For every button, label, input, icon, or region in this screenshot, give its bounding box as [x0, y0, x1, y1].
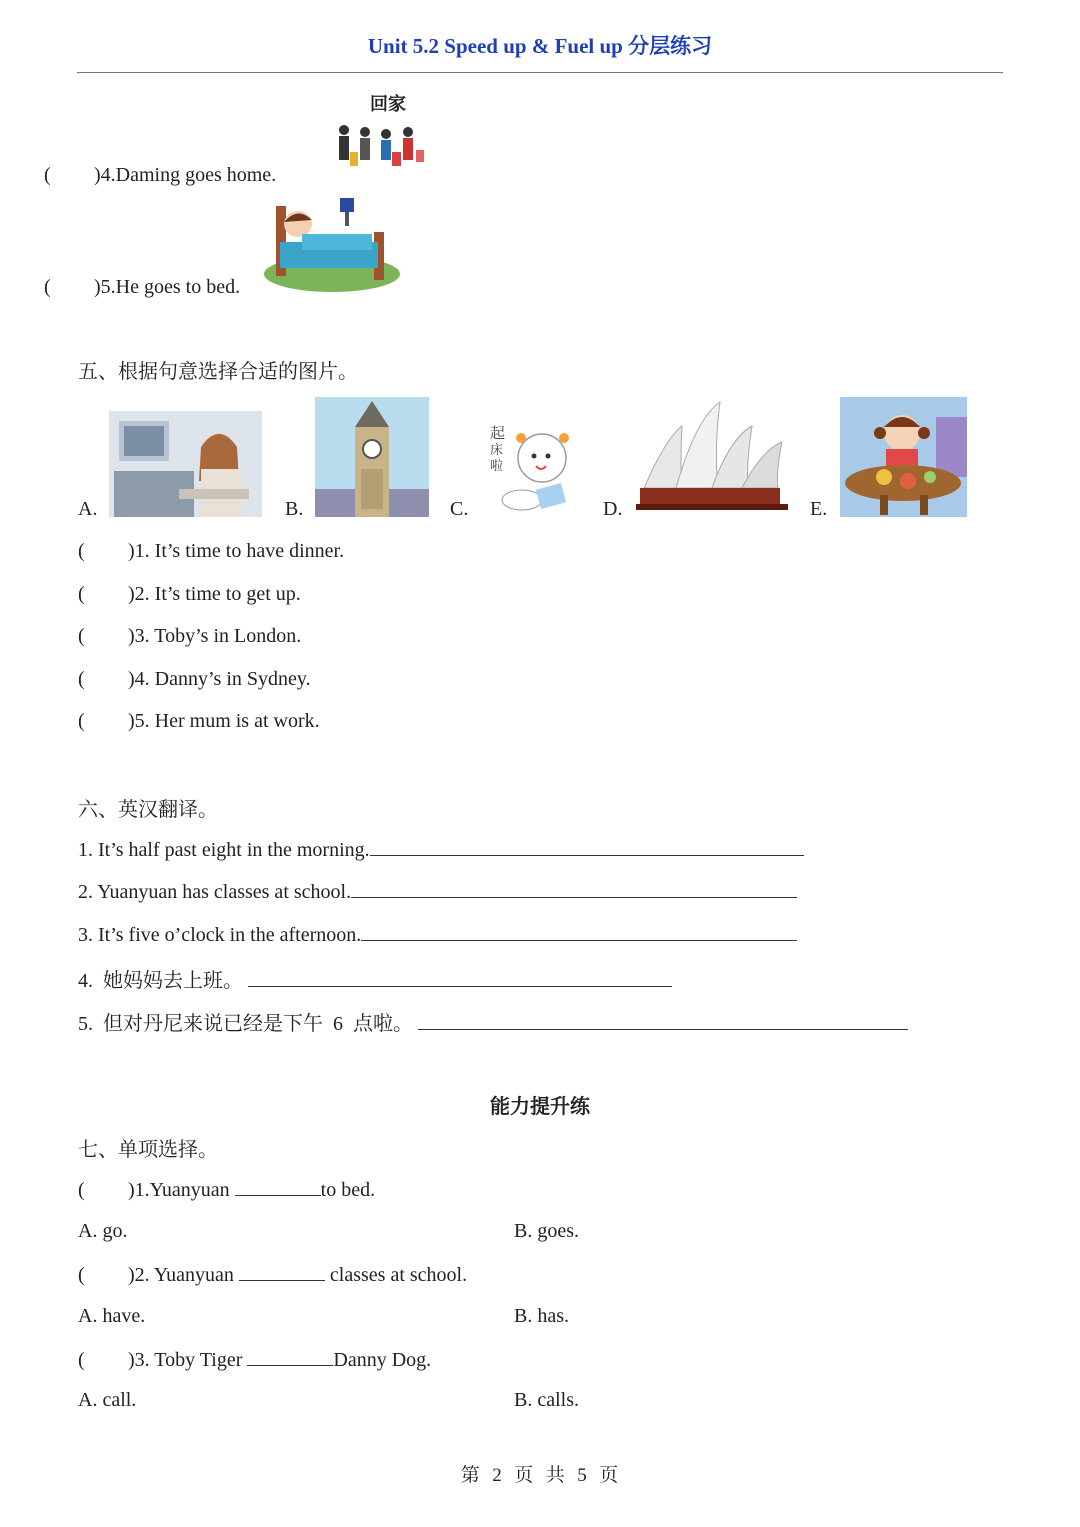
part5-item-5 [78, 710, 320, 733]
part4-item-4 [44, 164, 276, 187]
dinner-image [840, 397, 967, 517]
paren-open: ( [44, 164, 51, 186]
paren-open: ( [78, 1264, 85, 1286]
answer-blank[interactable] [370, 837, 804, 856]
question-text: )2. Yuanyuan [128, 1264, 234, 1286]
answer-blank[interactable] [239, 1262, 325, 1281]
bed-image [262, 192, 402, 296]
answer-blank[interactable] [235, 1177, 321, 1196]
question-text: )1.Yuanyuan [128, 1179, 230, 1201]
option-a-1: A. go. [78, 1220, 128, 1242]
big-ben-image [315, 397, 429, 517]
item-text: 1. It’s half past eight in the morning. [78, 839, 370, 861]
item-text: )5.He goes to bed. [94, 276, 241, 298]
part5-item-4 [78, 668, 311, 691]
header-divider [77, 72, 1003, 73]
translation-item-2 [78, 879, 797, 904]
item-text: )2. It’s time to get up. [128, 583, 301, 605]
page-footer: 第 2 页 共 5 页 [460, 1465, 620, 1486]
paren-open: ( [78, 668, 85, 690]
translation-item-3 [78, 922, 797, 947]
item-text: )3. Toby’s in London. [128, 625, 302, 647]
part4-item-5 [44, 276, 240, 299]
image-label-b: B. [285, 498, 304, 520]
option-b-1: B. goes. [514, 1220, 579, 1242]
part5-item-1 [78, 540, 344, 563]
item-text: )4. Danny’s in Sydney. [128, 668, 311, 690]
section-title: 能力提升练 [490, 1096, 590, 1118]
paren-open: ( [78, 583, 85, 605]
image-label-c: C. [450, 498, 469, 520]
mcq-question-3 [78, 1347, 431, 1372]
item-text: )1. It’s time to have dinner. [128, 540, 345, 562]
image-label-a: A. [78, 498, 98, 520]
answer-blank[interactable] [247, 1347, 333, 1366]
option-a-2: A. have. [78, 1305, 146, 1327]
wakeup-caption-3: 啦 [490, 459, 504, 474]
item-text: )4.Daming goes home. [94, 164, 277, 186]
item-text: 2. Yuanyuan has classes at school. [78, 881, 352, 903]
go-home-image [330, 82, 448, 182]
question-text-end: to bed. [320, 1179, 376, 1201]
part7-heading: 七、单项选择。 [78, 1139, 218, 1161]
sydney-opera-house-image [636, 398, 788, 516]
question-text-end: Danny Dog. [333, 1349, 432, 1371]
part5-item-2 [78, 583, 301, 606]
option-b-2: B. has. [514, 1305, 569, 1327]
answer-blank[interactable] [361, 922, 797, 941]
page-header-title: Unit 5.2 Speed up & Fuel up 分层练习 [367, 34, 713, 58]
image-label-e: E. [810, 498, 828, 520]
item-text: 3. It’s five o’clock in the afternoon. [78, 924, 362, 946]
part5-heading: 五、根据句意选择合适的图片。 [78, 361, 358, 383]
wakeup-caption-1: 起 [490, 424, 506, 442]
part5-item-3 [78, 625, 301, 648]
paren-open: ( [44, 276, 51, 298]
question-text-end: classes at school. [329, 1264, 468, 1286]
item-text: 5. 但对丹尼来说已经是下午 6 点啦。 [78, 1013, 413, 1035]
mcq-question-2 [78, 1262, 467, 1287]
answer-blank[interactable] [248, 968, 672, 987]
image-label-d: D. [603, 498, 623, 520]
option-a-3: A. call. [78, 1389, 137, 1411]
paren-open: ( [78, 540, 85, 562]
paren-open: ( [78, 625, 85, 647]
wake-up-image [486, 420, 580, 514]
mcq-question-1 [78, 1177, 375, 1202]
option-b-3: B. calls. [514, 1389, 579, 1411]
paren-open: ( [78, 1349, 85, 1371]
question-text: )3. Toby Tiger [128, 1349, 243, 1371]
translation-item-4 [78, 964, 672, 993]
paren-open: ( [78, 1179, 85, 1201]
paren-open: ( [78, 710, 85, 732]
item-text: )5. Her mum is at work. [128, 710, 320, 732]
answer-blank[interactable] [418, 1011, 908, 1030]
answer-blank[interactable] [351, 879, 797, 898]
home-caption: 回家 [370, 94, 406, 115]
item-text: 4. 她妈妈去上班。 [78, 970, 243, 992]
part6-heading: 六、英汉翻译。 [78, 799, 218, 821]
translation-item-5 [78, 1007, 908, 1036]
wakeup-caption-2: 床 [490, 443, 504, 458]
translation-item-1 [78, 837, 804, 862]
office-work-image [109, 411, 262, 517]
